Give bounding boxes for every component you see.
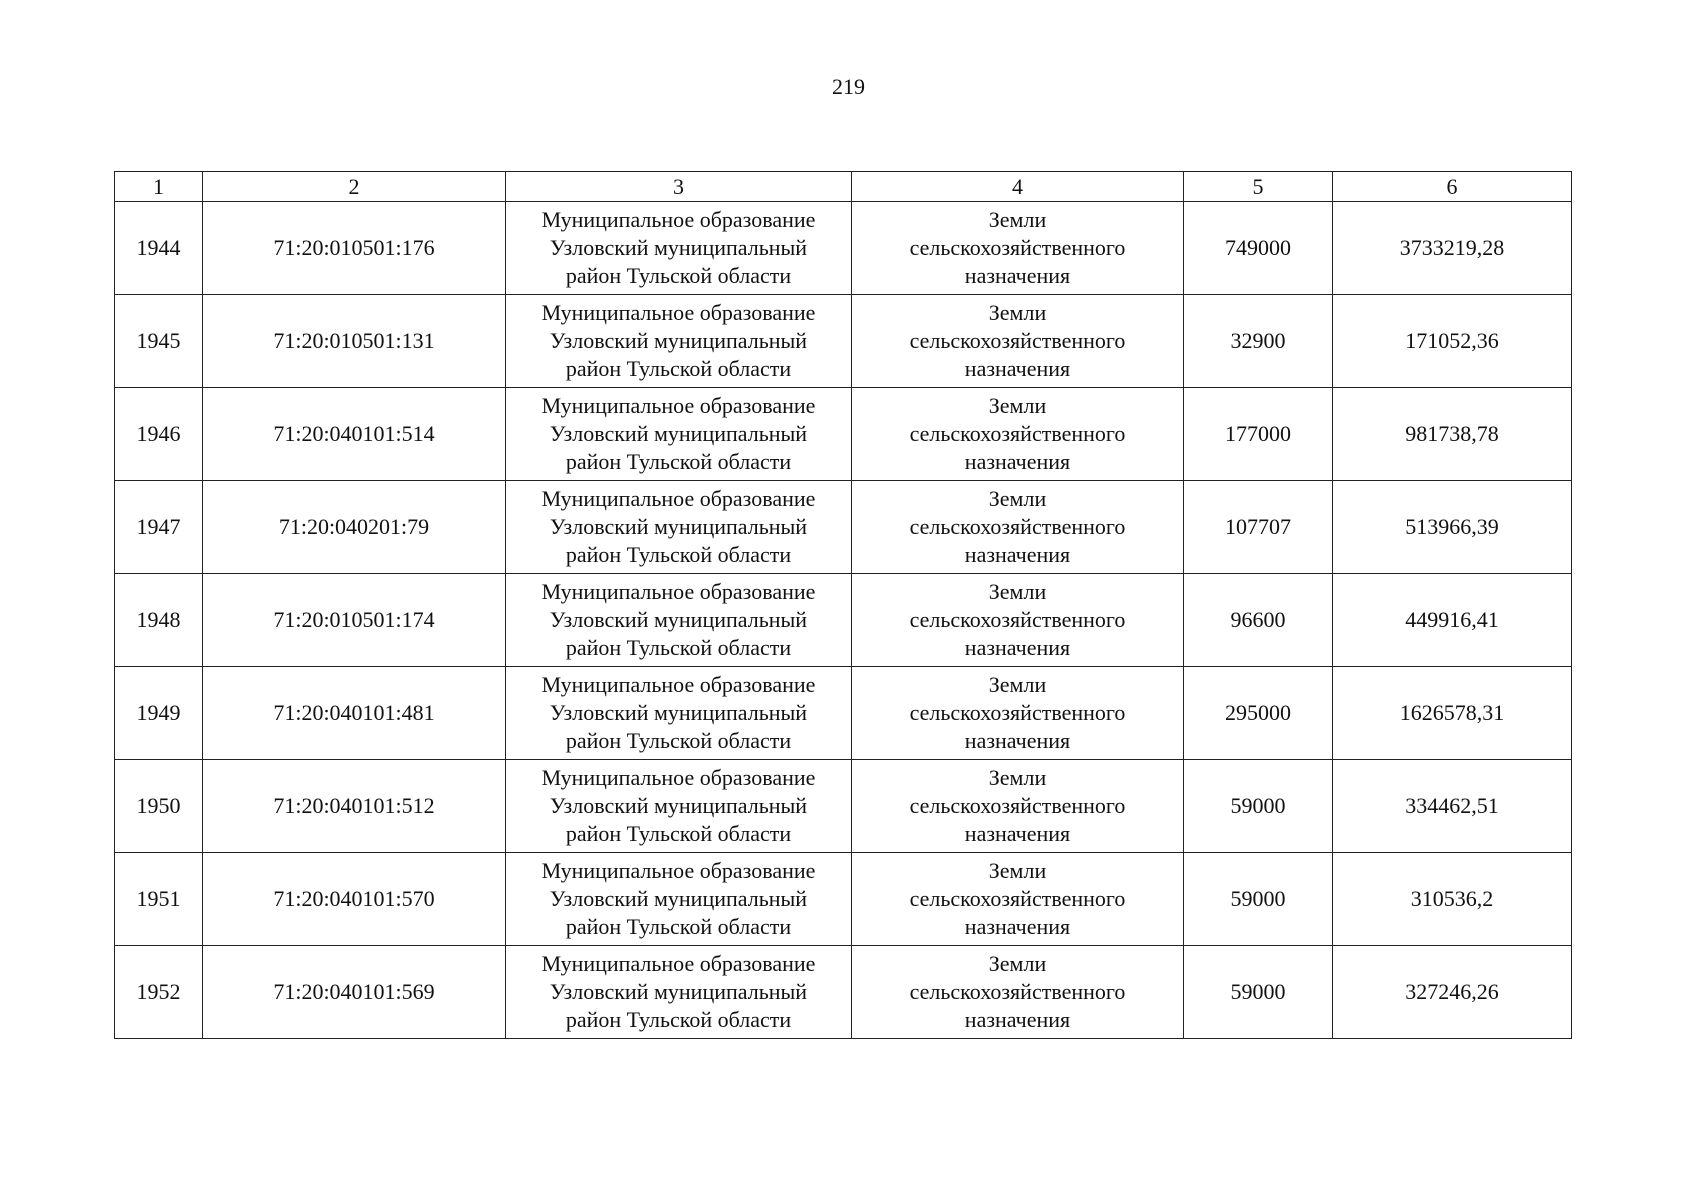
cadastral-value: 513966,39 [1333,481,1572,574]
land-category-line: сельскохозяйственного [909,421,1126,446]
row-number: 1951 [115,853,203,946]
table-row [115,946,1572,1039]
cadastral-number: 71:20:040101:481 [203,667,506,760]
owner-name-line: Узловский муниципальный [549,607,808,632]
land-category-line: назначения [964,821,1071,846]
land-category [852,574,1184,667]
cadastral-number: 71:20:010501:131 [203,295,506,388]
land-category-line: назначения [964,914,1071,939]
owner-name-line: Муниципальное образование [541,951,816,976]
land-area: 107707 [1184,481,1333,574]
land-registry-table [114,171,1572,1039]
cadastral-value: 3733219,28 [1333,202,1572,295]
header-col-2: 2 [203,172,506,202]
owner-name-line: Муниципальное образование [541,765,816,790]
owner-name [506,574,852,667]
land-category-line: Земли [988,393,1047,418]
header-col-3: 3 [506,172,852,202]
land-category [852,388,1184,481]
page-number: 219 [832,74,865,99]
owner-name [506,295,852,388]
land-category-line: сельскохозяйственного [909,793,1126,818]
land-category [852,202,1184,295]
land-category-line: назначения [964,263,1071,288]
owner-name [506,853,852,946]
table-row [115,667,1572,760]
table-row [115,853,1572,946]
land-area: 32900 [1184,295,1333,388]
row-number: 1948 [115,574,203,667]
land-category-line: назначения [964,635,1071,660]
row-number: 1947 [115,481,203,574]
cadastral-value: 171052,36 [1333,295,1572,388]
row-number: 1945 [115,295,203,388]
header-col-1: 1 [115,172,203,202]
cadastral-value: 310536,2 [1333,853,1572,946]
owner-name-line: Муниципальное образование [541,672,816,697]
owner-name-line: Узловский муниципальный [549,421,808,446]
table-row [115,481,1572,574]
land-category [852,667,1184,760]
owner-name-line: Узловский муниципальный [549,700,808,725]
land-category [852,295,1184,388]
land-area: 59000 [1184,853,1333,946]
owner-name-line: район Тульской области [565,728,792,753]
land-area: 59000 [1184,946,1333,1039]
owner-name-line: район Тульской области [565,263,792,288]
owner-name-line: Узловский муниципальный [549,886,808,911]
owner-name [506,202,852,295]
row-number: 1952 [115,946,203,1039]
owner-name-line: район Тульской области [565,356,792,381]
owner-name [506,760,852,853]
owner-name [506,946,852,1039]
land-category [852,853,1184,946]
owner-name-line: Муниципальное образование [541,393,816,418]
owner-name-line: Муниципальное образование [541,300,816,325]
owner-name-line: район Тульской области [565,635,792,660]
header-col-6: 6 [1333,172,1572,202]
table-body [115,202,1572,1039]
cadastral-number: 71:20:040101:570 [203,853,506,946]
cadastral-value: 1626578,31 [1333,667,1572,760]
cadastral-number: 71:20:040101:514 [203,388,506,481]
cadastral-number: 71:20:040201:79 [203,481,506,574]
owner-name-line: район Тульской области [565,449,792,474]
owner-name-line: Муниципальное образование [541,207,816,232]
land-category-line: Земли [988,765,1047,790]
owner-name [506,667,852,760]
land-category-line: Земли [988,672,1047,697]
land-category-line: назначения [964,542,1071,567]
land-category [852,481,1184,574]
table-row [115,388,1572,481]
land-category-line: Земли [988,858,1047,883]
owner-name-line: Узловский муниципальный [549,235,808,260]
row-number: 1944 [115,202,203,295]
owner-name-line: Узловский муниципальный [549,514,808,539]
cadastral-value: 449916,41 [1333,574,1572,667]
land-category-line: назначения [964,728,1071,753]
owner-name-line: район Тульской области [565,821,792,846]
land-category-line: сельскохозяйственного [909,700,1126,725]
land-area: 177000 [1184,388,1333,481]
land-category-line: Земли [988,207,1047,232]
owner-name-line: Муниципальное образование [541,486,816,511]
owner-name-line: район Тульской области [565,1007,792,1032]
land-category-line: назначения [964,356,1071,381]
land-area: 59000 [1184,760,1333,853]
table-row [115,295,1572,388]
land-category-line: сельскохозяйственного [909,235,1126,260]
land-category-line: сельскохозяйственного [909,886,1126,911]
owner-name-line: район Тульской области [565,914,792,939]
header-col-5: 5 [1184,172,1333,202]
header-row [115,172,1572,202]
row-number: 1949 [115,667,203,760]
table-header [115,172,1572,202]
cadastral-number: 71:20:010501:176 [203,202,506,295]
land-category-line: сельскохозяйственного [909,607,1126,632]
land-area: 749000 [1184,202,1333,295]
cadastral-number: 71:20:040101:569 [203,946,506,1039]
owner-name-line: Узловский муниципальный [549,979,808,1004]
land-category-line: сельскохозяйственного [909,328,1126,353]
land-area: 96600 [1184,574,1333,667]
owner-name [506,481,852,574]
owner-name-line: Муниципальное образование [541,858,816,883]
land-category-line: назначения [964,1007,1071,1032]
land-category-line: Земли [988,486,1047,511]
land-category-line: сельскохозяйственного [909,514,1126,539]
table-row [115,202,1572,295]
row-number: 1946 [115,388,203,481]
table-row [115,574,1572,667]
land-category-line: Земли [988,300,1047,325]
land-category [852,760,1184,853]
owner-name-line: Узловский муниципальный [549,328,808,353]
table-row [115,760,1572,853]
cadastral-value: 327246,26 [1333,946,1572,1039]
owner-name-line: Муниципальное образование [541,579,816,604]
header-col-4: 4 [852,172,1184,202]
owner-name-line: Узловский муниципальный [549,793,808,818]
land-category-line: назначения [964,449,1071,474]
owner-name [506,388,852,481]
land-category-line: Земли [988,579,1047,604]
land-category-line: Земли [988,951,1047,976]
cadastral-number: 71:20:040101:512 [203,760,506,853]
land-category-line: сельскохозяйственного [909,979,1126,1004]
cadastral-number: 71:20:010501:174 [203,574,506,667]
owner-name-line: район Тульской области [565,542,792,567]
land-category [852,946,1184,1039]
land-area: 295000 [1184,667,1333,760]
row-number: 1950 [115,760,203,853]
cadastral-value: 981738,78 [1333,388,1572,481]
cadastral-value: 334462,51 [1333,760,1572,853]
